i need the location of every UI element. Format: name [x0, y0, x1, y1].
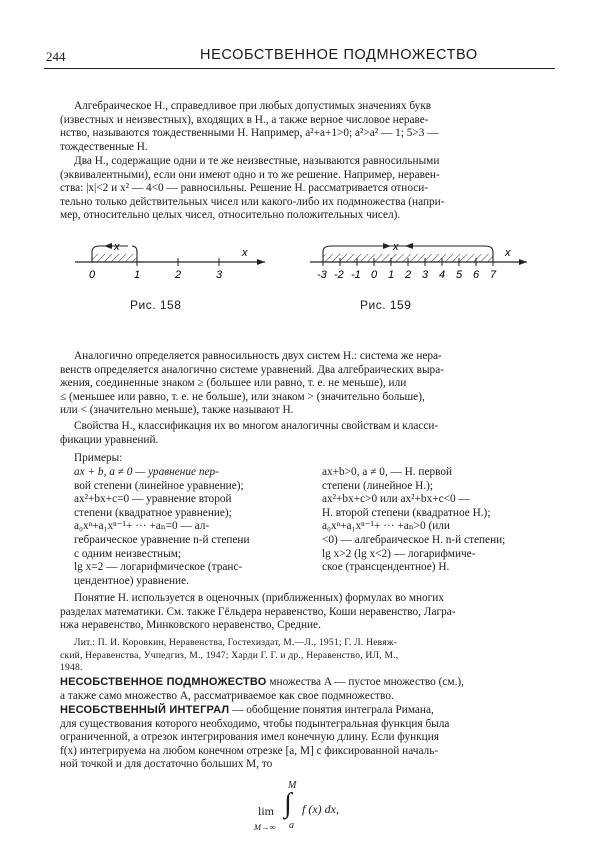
text-line: f(x) интегрируема на любом конечном отрезке [a, M] с фиксированной началь- [60, 744, 439, 757]
text-line: Свойства Н., классификация их во многом аналогичны свойствам и класси- [74, 420, 439, 432]
fig158-caption: Рис. 158 [130, 298, 182, 312]
formula-lim-sub: M→∞ [254, 822, 276, 832]
paragraph-identity-inequalities [60, 100, 548, 154]
fig158-tick-label: 1 [134, 269, 141, 281]
examples-label: Примеры: [74, 452, 123, 464]
text-line: Понятие Н. используется в оценочных (приближенных) формулах во многих [74, 592, 444, 604]
fig159-tick-label: 5 [456, 269, 463, 281]
paragraph-systems [60, 350, 548, 418]
example-line: степени (квадратное уравнение); [74, 506, 232, 519]
example-line: ax²+bx+c>0 или ax²+bx+c<0 — [322, 493, 470, 506]
text-line: нство, называются тождественными Н. Например, a²+a+1>0; a²>a² — 1; 5>3 — [60, 127, 439, 140]
text-line: мер, относительно целых чисел, относительно положительных чисел). [60, 209, 401, 222]
fig159-var-label: x [393, 241, 399, 253]
text-line: для существования которого необходимо, чтобы подынтегральная функция была [60, 717, 450, 730]
example-line: a₀xⁿ+a₁xⁿ⁻¹+ ··· +aₙ=0 — ал- [74, 520, 210, 533]
example-line: ax²+bx+c=0 — уравнение второй [74, 493, 232, 506]
example-line: ax+b>0, a ≠ 0, — Н. первой [322, 466, 453, 478]
figure-159-number-line [305, 232, 535, 302]
text-line: или < (значительно меньше), также называют Н. [60, 404, 294, 417]
page-number: 244 [46, 49, 66, 64]
entry-text: — обобщение понятия интеграла Римана, [229, 704, 434, 716]
paragraph-equivalent-inequalities [60, 155, 548, 223]
text-line: 1948. [60, 662, 83, 673]
bracket-arrow-icon [104, 243, 112, 249]
axis-arrow-icon [519, 259, 527, 265]
fig159-tick-label: 7 [490, 269, 497, 281]
text-line: Аналогично определяется равносильность двух систем Н.: система же нера- [74, 350, 442, 362]
fig159-caption: Рис. 159 [360, 298, 412, 312]
fig158-tick-label: 0 [89, 269, 96, 281]
formula-lim: lim [258, 804, 275, 818]
figure-158-number-line [70, 232, 270, 302]
fig158-var-label: x [114, 241, 120, 253]
hatched-interval [92, 254, 137, 262]
text-line: тождественные Н. [60, 140, 148, 153]
bracket-arrow-right-icon [383, 243, 391, 249]
formula-lower-limit: a [289, 820, 294, 831]
fig159-tick-label: -3 [317, 269, 327, 281]
example-line: Н. второй степени (квадратное Н.); [322, 506, 491, 519]
fig159-tick-label: 3 [422, 269, 429, 281]
entry-text: множества A — пустое множество (см.), [266, 676, 464, 688]
axis-arrow-icon [257, 259, 265, 265]
entry-term: НЕСОБСТВЕННЫЙ ИНТЕГРАЛ [60, 704, 230, 716]
text-line: Два Н., содержащие одни и те же неизвестные, называются равносильными [74, 155, 440, 167]
text-line: Лит.: П. И. Коровкин, Неравенства, Гостехиздат, М.—Л., 1951; Г. Л. Невяж- [74, 637, 398, 648]
bracket-arrow-left-icon [405, 243, 413, 249]
entry-term: НЕСОБСТВЕННОЕ ПОДМНОЖЕСТВО [60, 676, 267, 688]
literature-references [60, 637, 548, 675]
fig159-tick-label: -1 [351, 269, 361, 281]
fig159-tick-label: -2 [334, 269, 344, 281]
entry-improper-subset [60, 676, 548, 703]
formula-body: f (x) dx, [302, 802, 339, 816]
text-line: (известных и неизвестных), входящих в Н., а также верное числовое нераве- [60, 113, 429, 126]
example-line: lg x=2 — логарифмическое (транс- [74, 561, 243, 574]
running-title: НЕСОБСТВЕННОЕ ПОДМНОЖЕСТВО [200, 47, 478, 63]
fig159-tick-label: 0 [371, 269, 378, 281]
text-line: венств определяется аналогично системе уравнений. Два алгебраических выра- [60, 363, 444, 376]
example-line: гебраическое уравнение n-й степени [74, 533, 250, 546]
example-line: с одним неизвестным; [74, 547, 181, 560]
example-line: степени (линейное Н.); [322, 479, 434, 492]
paragraph-usage [60, 592, 548, 633]
text-line: нжа неравенство, Минковского неравенство, Средние. [60, 619, 321, 632]
fig158-axis-var: x [242, 247, 248, 259]
text-line: ≤ (меньшее или равно, т. е. не больше), или знаком > (значительно больше), [60, 390, 425, 403]
fig159-tick-label: 1 [388, 269, 395, 281]
text-line: (эквивалентными), если они имеют одно и то же решение. Например, неравен- [60, 168, 440, 181]
example-line: ax + b, a ≠ 0 — уравнение пер- [74, 466, 219, 478]
fig159-tick-label: 4 [439, 269, 446, 281]
formula-integral-sign: ∫ [284, 788, 292, 819]
example-line: вой степени (линейное уравнение); [74, 479, 244, 492]
entry-improper-integral [60, 704, 548, 772]
example-line: <0) — алгебраическое Н. n-й степени; [322, 533, 506, 546]
example-line: цендентное) уравнение. [74, 574, 189, 587]
text-line: а также само множество A, рассматриваемое как свое подмножество. [60, 689, 394, 702]
text-line: Алгебраическое Н., справедливое при любых допустимых значениях букв [74, 100, 432, 112]
fig159-axis-var: x [505, 247, 511, 259]
text-line: жения, соединенные знаком ≥ (большее или равно, т. е. не меньше), или [60, 377, 407, 390]
formula-upper-limit: M [288, 780, 297, 791]
example-line: ское (трансцендентное) Н. [322, 561, 450, 574]
text-line: фикации уравнений. [60, 433, 159, 446]
example-line: a₀xⁿ+a₁xⁿ⁻¹+ ··· +aₙ>0 (или [322, 520, 450, 533]
fig159-tick-label: 2 [405, 269, 412, 281]
text-line: тельно только действительных чисел или какого-либо их подмножества (напри- [60, 195, 445, 208]
text-line: ства: |x|<2 и x² — 4<0 — равносильны. Решение Н. рассматривается относи- [60, 182, 429, 195]
examples-right-column [322, 466, 552, 575]
fig158-tick-label: 3 [216, 269, 223, 281]
text-line: разделах математики. См. также Гёльдера неравенство, Коши неравенство, Лагра- [60, 605, 456, 618]
text-line: ский, Неравенства, Учпедгиз, М., 1947; Харди Г. Г. и др., Неравенство, ИЛ, М., [60, 649, 399, 661]
example-line: lg x>2 (lg x<2) — логарифмиче- [322, 547, 476, 560]
paragraph-properties [60, 420, 548, 447]
text-line: ной точкой и для достаточно больших M, то [60, 758, 273, 771]
text-line: ограниченной, а отрезок интегрирования имел конечную длину. Если функция [60, 731, 439, 744]
fig158-tick-label: 2 [175, 269, 182, 281]
examples-left-column [74, 466, 314, 588]
limit-integral-formula [254, 780, 378, 850]
fig159-tick-label: 6 [473, 269, 480, 281]
header-rule [44, 68, 555, 69]
